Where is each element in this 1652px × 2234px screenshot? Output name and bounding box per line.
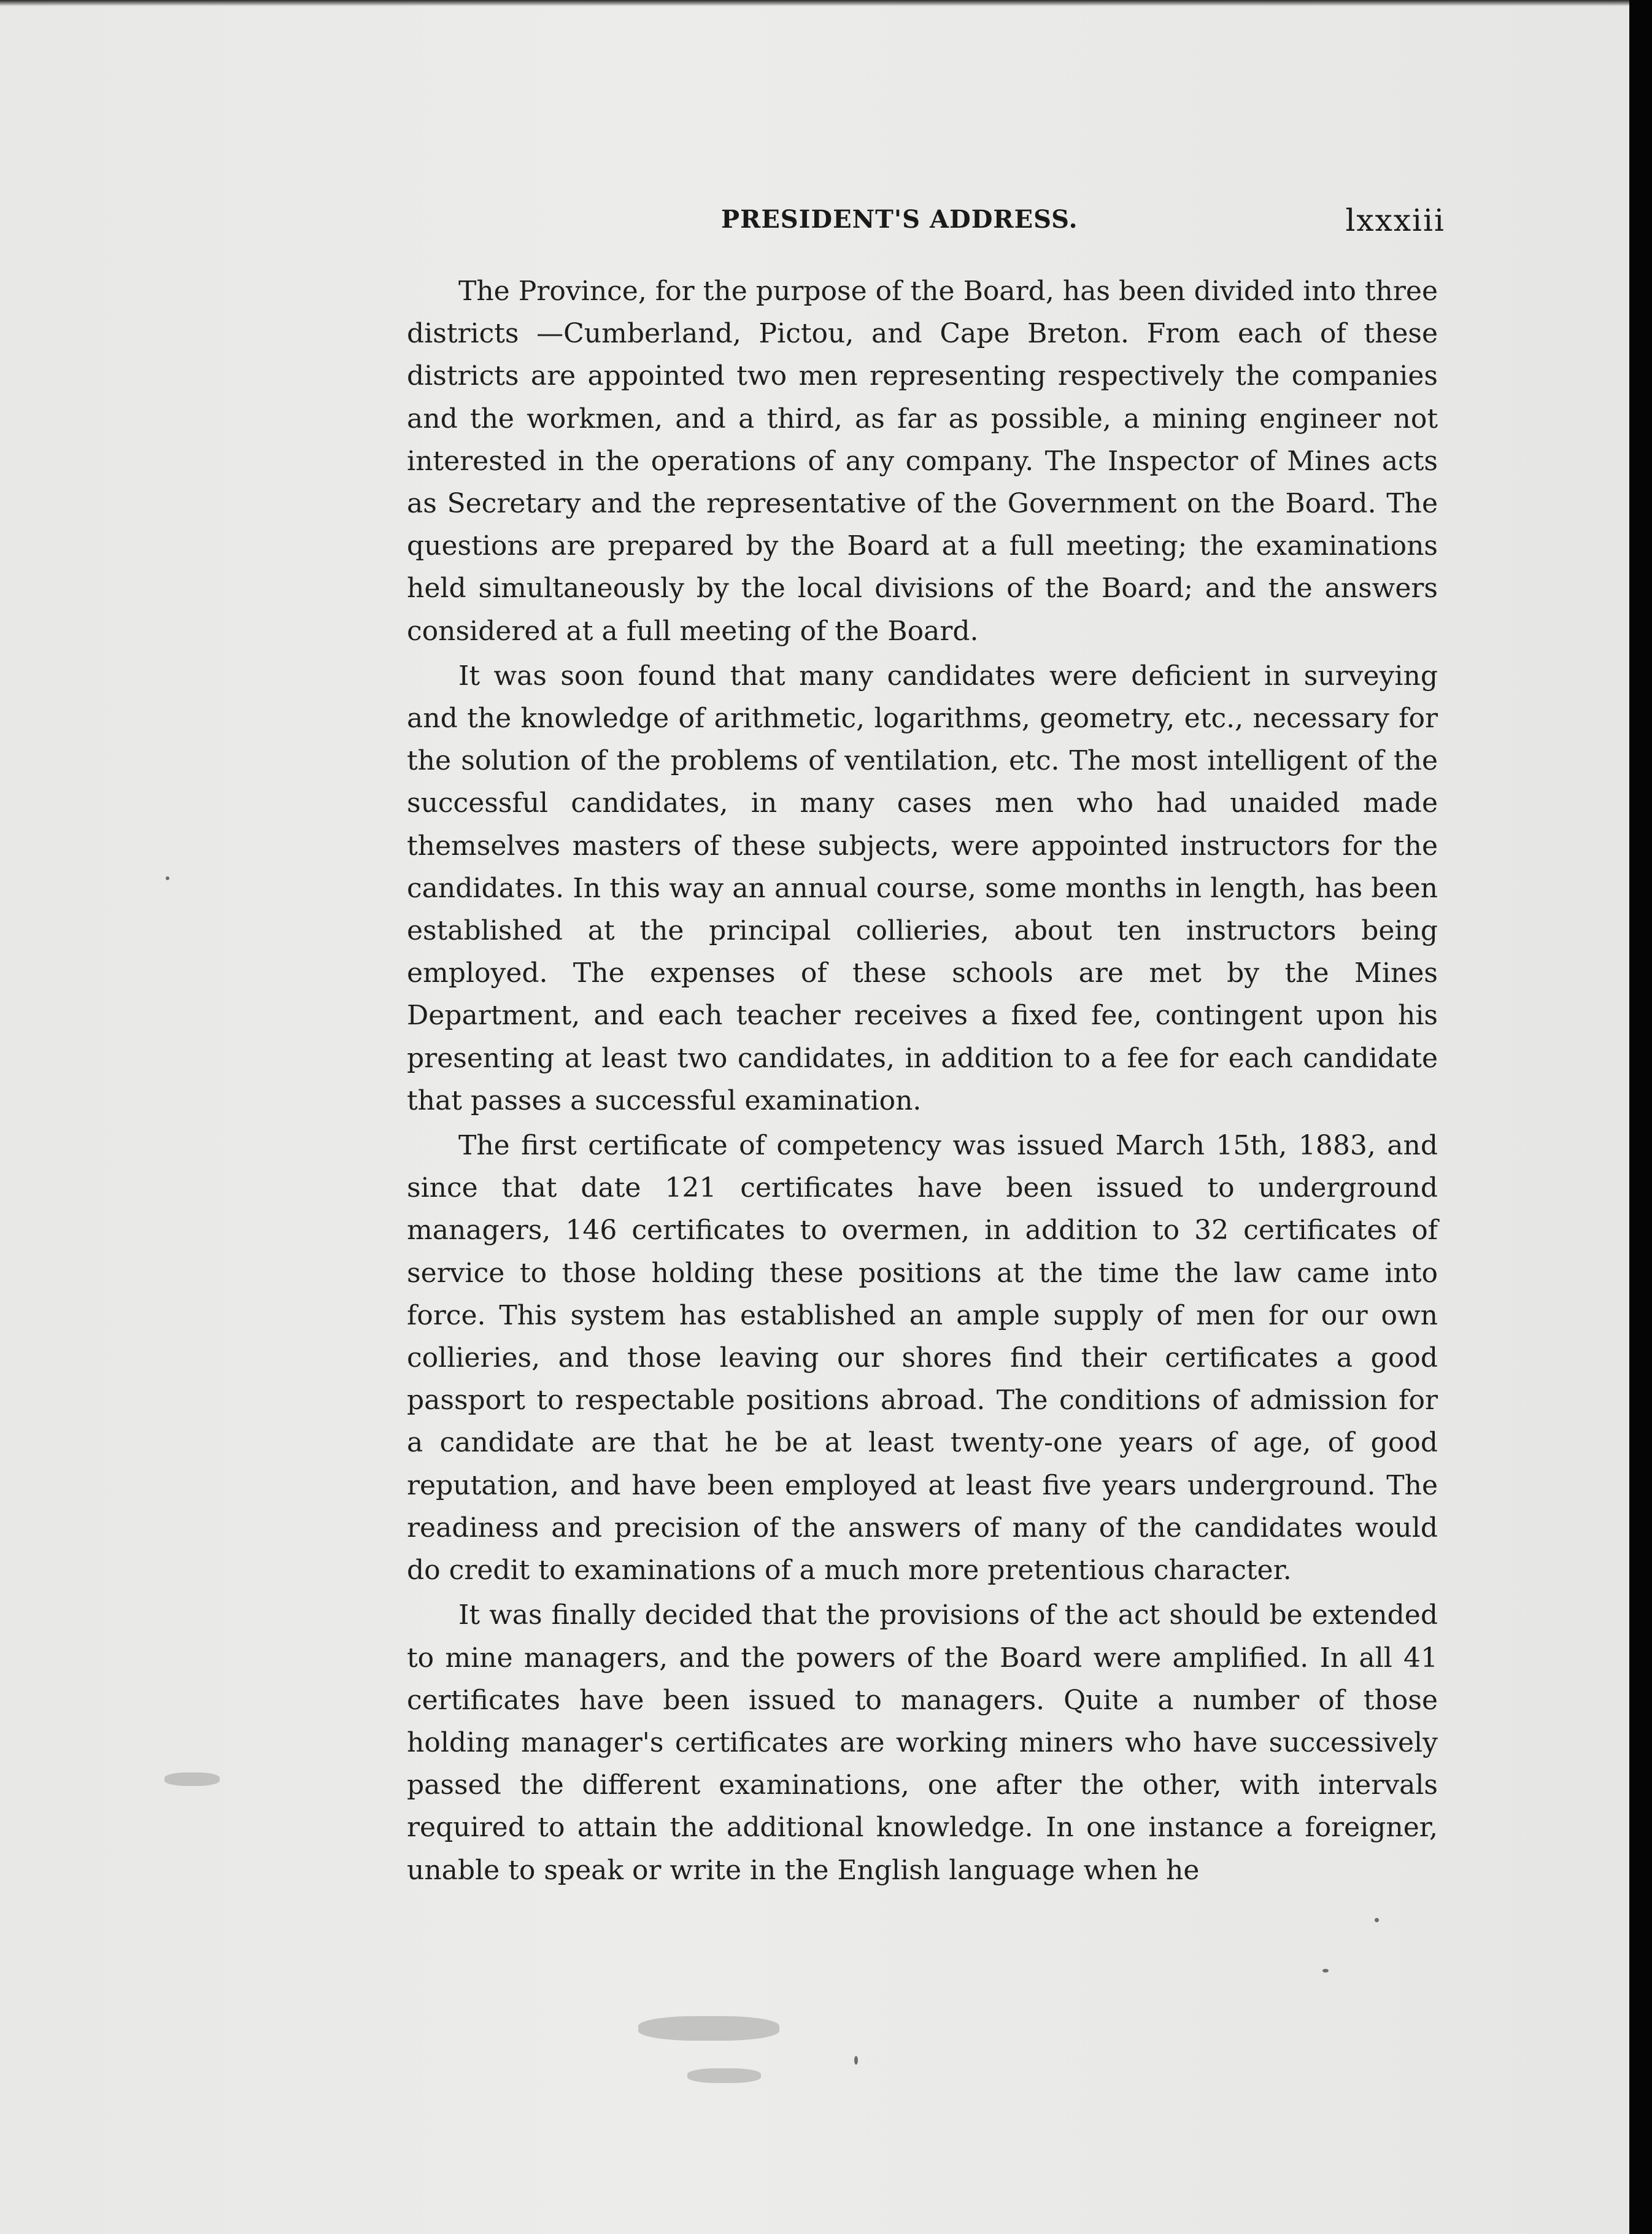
paragraph-instruction-courses: It was soon found that many candidates were deficient in surveying and the knowledge of arithmetic, logarithms, geometry, etc., necessary for the solution of the problems of ventilation, etc. The most intelligent of the successful candidates, in many cases men who had unaided made themselves masters of these subjects, were appointed instructors for the candidates. In this way an annual course, some months in length, has been established at the principal collieries, about ten instructors being employed. The expenses of these schools are met by the Mines Department, and each teacher receives a fixed fee, contingent upon his presenting at least two candidates, in addition to a fee for each candidate that passes a successful examination.	[407, 660, 1438, 1116]
paragraph-board-districts: The Province, for the purpose of the Board, has been divided into three districts —Cumberland, Pictou, and Cape Breton. From each of these districts are appointed two men representing respectively the companies and the workmen, and a third, as far as possible, a mining engineer not interested in the operations of any company. The Inspector of Mines acts as Secretary and the representative of the Government on the Board. The questions are prepared by the Board at a full meeting; the examinations held simultaneously by the local divisions of the Board; and the answers considered at a full meeting of the Board.	[407, 276, 1438, 647]
scan-speck	[1375, 1918, 1379, 1922]
page-header	[408, 203, 1445, 252]
scan-smudge	[687, 2068, 761, 2083]
scan-speck	[854, 2056, 858, 2065]
paragraph-mine-managers: It was finally decided that the provisions of the act should be extended to mine managers, and the powers of the Board were amplified. In all 41 certificates have been issued to managers. Quite a number of those holding manager's certificates are working miners who have successively passed the different examinations, one after the other, with intervals required to attain the additional knowledge. In one instance a foreigner, unable to speak or write in the English language when he	[407, 1599, 1438, 1886]
scan-smudge	[164, 1772, 220, 1786]
page-top-edge	[0, 0, 1629, 6]
running-head: PRESIDENT'S ADDRESS.	[721, 205, 1078, 234]
scan-smudge	[638, 2016, 779, 2041]
scan-border	[1629, 0, 1652, 2234]
page-number: lxxxiii	[1345, 203, 1445, 238]
paragraph-certificates-issued: The first certificate of competency was issued March 15th, 1883, and since that date 121 certificates have been issued to underground managers, 146 certificates to overmen, in addition to 32 certificates of service to those holding these positions at the time the law came into force. This system has established an ample supply of men for our own collieries, and those leaving our shores find their certificates a good passport to respectable positions abroad. The conditions of admission for a candidate are that he be at least twenty-one years of age, of good reputation, and have been employed at least five years underground. The readiness and precision of the answers of many of the candidates would do credit to examinations of a much more pretentious character.	[407, 1130, 1438, 1587]
scan-speck	[1322, 1969, 1329, 1973]
body-text	[407, 270, 1438, 1892]
scan-speck	[166, 876, 169, 880]
